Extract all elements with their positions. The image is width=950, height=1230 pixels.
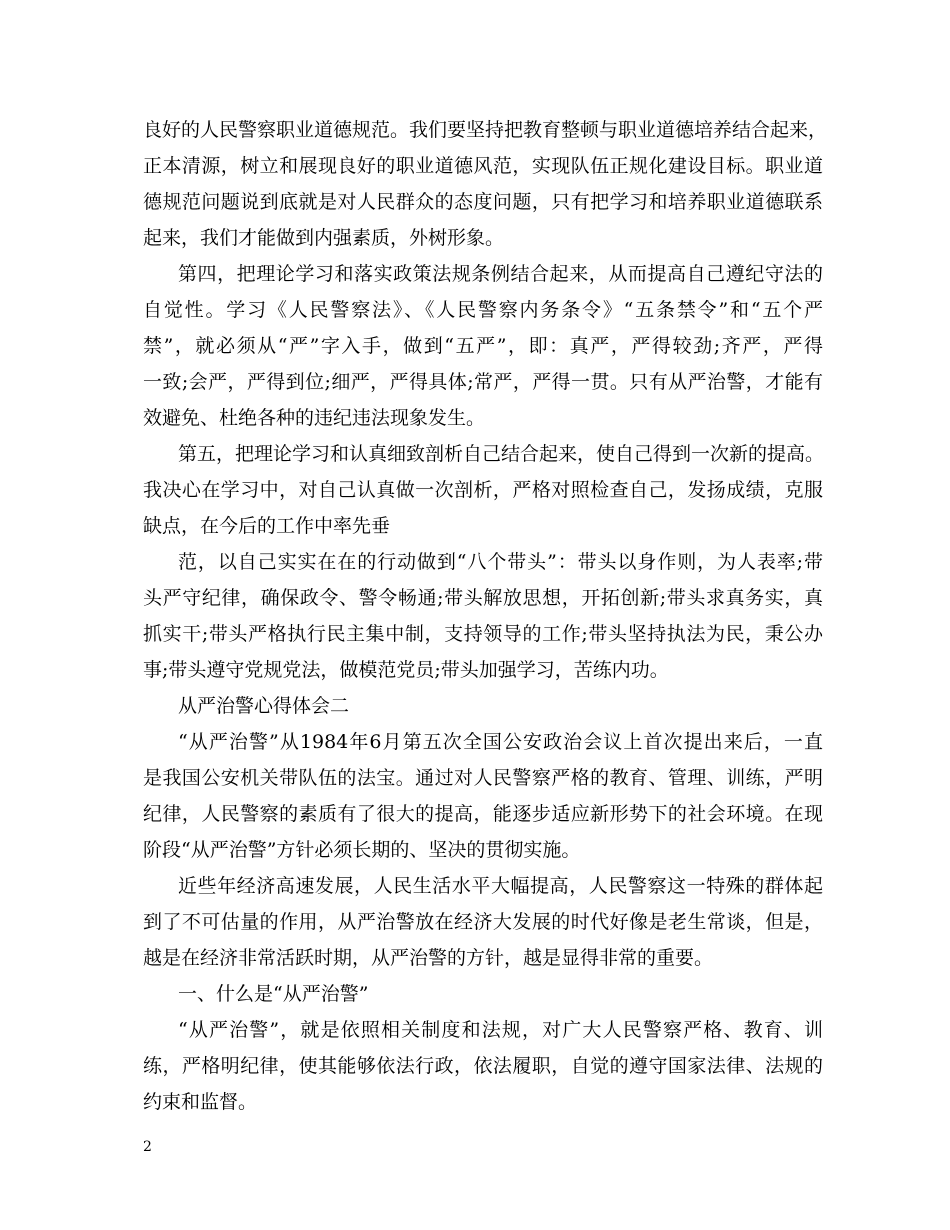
text-line: 第五，把理论学习和认真细致剖析自己结合起来，使自己得到一次新的提高。 (178, 443, 825, 465)
section-heading: 一、什么是“从严治警” (178, 983, 369, 1005)
text-line: 是我国公安机关带队伍的法宝。通过对人民警察严格的教育、管理、训练，严明 (143, 767, 823, 789)
text-line: 一致;会严，严得到位;细严，严得具体;常严，严得一贯。只有从严治警，才能有 (143, 371, 823, 393)
text-line: 起来，我们才能做到内强素质，外树形象。 (143, 227, 505, 249)
text-line: 禁”，就必须从“严”字入手，做到“五严”，即：真严，严得较劲;齐严，严得 (143, 335, 823, 357)
text-line: 效避免、杜绝各种的违纪违法现象发生。 (143, 407, 486, 429)
text-line: 正本清源，树立和展现良好的职业道德风范，实现队伍正规化建设目标。职业道 (143, 155, 823, 177)
page-number: 2 (143, 1139, 152, 1155)
text-line: 近些年经济高速发展，人民生活水平大幅提高，人民警察这一特殊的群体起 (178, 875, 823, 897)
text-line: 越是在经济非常活跃时期，从严治警的方针，越是显得非常的重要。 (143, 947, 714, 969)
text-line: 自觉性。学习《人民警察法》、《人民警察内务条令》“五条禁令”和“五个严 (143, 299, 823, 321)
text-line: 阶段“从严治警”方针必须长期的、坚决的贯彻实施。 (143, 839, 581, 861)
text-line: 我决心在学习中，对自己认真做一次剖析，严格对照检查自己，发扬成绩，克服 (143, 479, 823, 501)
text-line: 良好的人民警察职业道德规范。我们要坚持把教育整顿与职业道德培养结合起来， (143, 119, 828, 141)
text-line: 范，以自己实实在在的行动做到“八个带头”：带头以身作则，为人表率;带 (178, 551, 823, 573)
section-heading: 从严治警心得体会二 (178, 695, 350, 717)
text-line: 缺点，在今后的工作中率先垂 (143, 515, 391, 537)
text-line: 到了不可估量的作用，从严治警放在经济大发展的时代好像是老生常谈，但是， (143, 911, 823, 933)
text-line: “从严治警”，就是依照相关制度和法规，对广大人民警察严格、教育、训 (178, 1019, 823, 1041)
text-line: 纪律，人民警察的素质有了很大的提高，能逐步适应新形势下的社会环境。在现 (143, 803, 823, 825)
text-line: 抓实干;带头严格执行民主集中制，支持领导的工作;带头坚持执法为民，秉公办 (143, 623, 823, 645)
text-line: 头严守纪律，确保政令、警令畅通;带头解放思想，开拓创新;带头求真务实，真 (143, 587, 823, 609)
text-line: 约束和监督。 (143, 1091, 258, 1113)
text-line: “从严治警”从1984年6月第五次全国公安政治会议上首次提出来后，一直 (178, 731, 823, 753)
text-line: 练，严格明纪律，使其能够依法行政，依法履职，自觉的遵守国家法律、法规的 (143, 1055, 823, 1077)
text-line: 事;带头遵守党规党法，做模范党员;带头加强学习，苦练内功。 (143, 659, 669, 681)
text-line: 第四，把理论学习和落实政策法规条例结合起来，从而提高自己遵纪守法的 (178, 263, 823, 285)
text-line: 德规范问题说到底就是对人民群众的态度问题，只有把学习和培养职业道德联系 (143, 191, 823, 213)
